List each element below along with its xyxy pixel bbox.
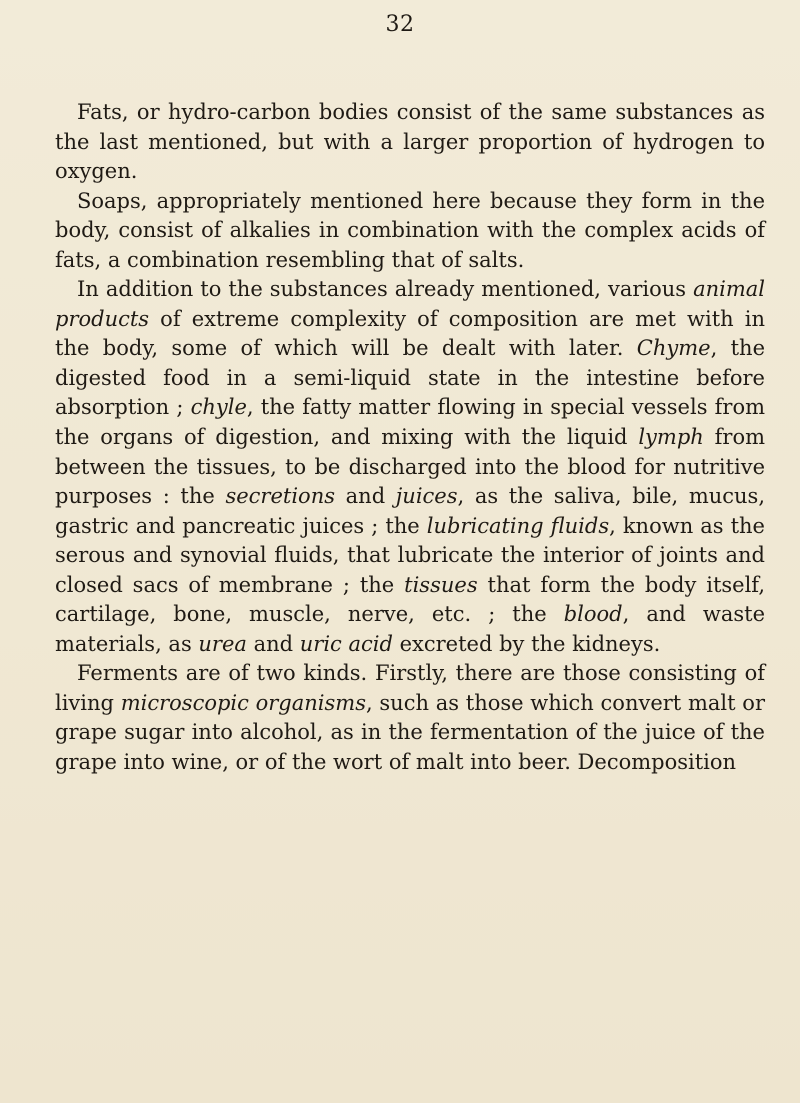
italic-term: blood xyxy=(563,602,623,627)
body-text xyxy=(55,98,765,778)
text-run: of extreme complexity of composition are met with in the body, some of which will be dealt with later. xyxy=(55,306,765,361)
italic-term: lubricating fluids xyxy=(426,513,610,538)
paragraph xyxy=(55,659,765,777)
italic-term: Chyme xyxy=(636,336,711,361)
text-run: In addition to the substances already mentioned, various xyxy=(77,277,694,302)
italic-term: lymph xyxy=(638,425,704,450)
italic-term: chyle xyxy=(190,395,247,420)
text-run: , the digested food in a semi-liquid state in the intestine before absorption ; xyxy=(55,336,765,420)
italic-term: tissues xyxy=(404,572,478,597)
italic-term: juices xyxy=(395,484,458,509)
text-run: Fats, or hydro-carbon bodies consist of the same substances as the last mentioned, but with a larger proportion of hydrogen to oxygen. xyxy=(55,100,765,184)
text-run: Soaps, appropriately mentioned here because they form in the body, consist of alkalies in combination with the complex acids of fats, a combination resembling that of salts. xyxy=(55,188,765,272)
text-run: and xyxy=(246,631,300,656)
text-run: that form the body itself, cartilage, bone, muscle, nerve, etc. ; the xyxy=(55,572,766,627)
italic-term: secretions xyxy=(225,484,336,509)
text-run: from between the tissues, to be discharged into the blood for nutritive purposes : the xyxy=(55,425,765,509)
text-run: , as the saliva, bile, mucus, gastric and pancreatic juices ; the xyxy=(55,484,765,538)
paragraph xyxy=(55,275,765,659)
text-run: excreted by the kidneys. xyxy=(392,631,661,656)
page-number: 32 xyxy=(385,12,415,37)
text-run: , such as those which convert malt or grape sugar into alcohol, as in the fermentation of the juice of the grape into wine, or of the wort of malt into beer. Decomposition xyxy=(55,690,765,775)
text-run: , and waste materials, as xyxy=(55,602,765,656)
text-run: , known as the serous and synovial fluids, that lubricate the interior of joints and closed sacs of membrane ; the xyxy=(55,513,765,597)
text-run: and xyxy=(335,484,396,509)
text-run: , the fatty matter flowing in special vessels from the organs of digestion, and mixing with the liquid xyxy=(55,395,766,450)
paragraph xyxy=(55,187,765,276)
italic-term: urea xyxy=(198,631,247,656)
paragraph xyxy=(55,98,765,187)
italic-term: microscopic organisms xyxy=(120,690,366,715)
text-run: Ferments are of two kinds. Firstly, there are those consisting of living xyxy=(55,661,765,715)
italic-term: animal products xyxy=(55,277,765,331)
italic-term: uric acid xyxy=(299,631,393,656)
